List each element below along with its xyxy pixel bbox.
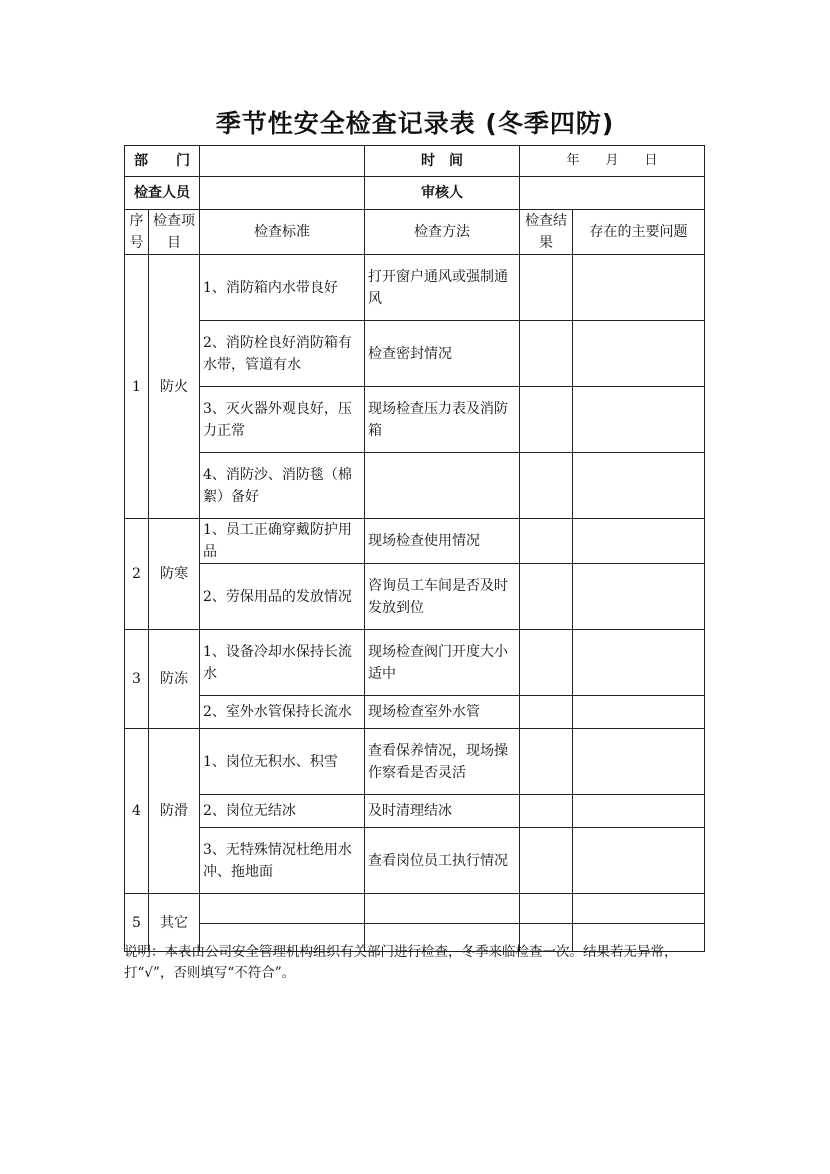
inspector-field[interactable] [200,177,365,210]
section-item: 防滑 [149,729,200,894]
date-field[interactable]: 年 月 日 [520,146,705,177]
method-cell: 咨询员工车间是否及时发放到位 [365,564,520,630]
section-number: 3 [125,630,149,729]
issues-cell[interactable] [573,795,705,828]
issues-cell[interactable] [573,894,705,924]
inspector-label: 检查人员 [125,177,200,210]
standard-cell [200,894,365,924]
reviewer-field[interactable] [520,177,705,210]
result-cell[interactable] [520,255,573,321]
result-cell[interactable] [520,795,573,828]
section-number: 1 [125,255,149,519]
table-row [125,564,705,630]
standard-cell: 2、岗位无结冰 [200,795,365,828]
section-number: 2 [125,519,149,630]
table-row [125,795,705,828]
standard-cell: 1、员工正确穿戴防护用品 [200,519,365,564]
issues-cell[interactable] [573,828,705,894]
method-cell: 检查密封情况 [365,321,520,387]
method-cell: 现场检查阀门开度大小适中 [365,630,520,696]
table-row [125,255,705,321]
inspection-table [124,145,705,952]
issues-cell[interactable] [573,519,705,564]
result-cell[interactable] [520,630,573,696]
footnote: 说明：本表由公司安全管理机构组织有关部门进行检查，冬季来临检查一次。结果若无异常，打“√”，否则填写“不符合”。 [124,944,678,981]
table-row [125,729,705,795]
method-cell: 现场检查压力表及消防箱 [365,387,520,453]
dept-label: 部 门 [125,146,200,177]
standard-cell: 2、消防栓良好消防箱有水带，管道有水 [200,321,365,387]
standard-cell: 4、消防沙、消防毯（棉絮）备好 [200,453,365,519]
issues-cell[interactable] [573,453,705,519]
result-cell[interactable] [520,564,573,630]
table-row [125,696,705,729]
issues-cell[interactable] [573,630,705,696]
issues-cell[interactable] [573,729,705,795]
method-cell: 现场检查使用情况 [365,519,520,564]
result-cell[interactable] [520,696,573,729]
table-row [125,321,705,387]
result-cell[interactable] [520,828,573,894]
method-cell: 及时清理结冰 [365,795,520,828]
time-label: 时 间 [365,146,520,177]
section-item: 防冻 [149,630,200,729]
dept-field[interactable] [200,146,365,177]
col-item: 检查项目 [149,210,200,255]
standard-cell: 2、室外水管保持长流水 [200,696,365,729]
table-row [125,519,705,564]
section-item: 其它 [149,894,200,952]
result-cell[interactable] [520,387,573,453]
result-cell[interactable] [520,321,573,387]
method-cell [365,894,520,924]
table-row [125,453,705,519]
section-number: 5 [125,894,149,952]
col-method: 检查方法 [365,210,520,255]
method-cell: 查看保养情况，现场操作察看是否灵活 [365,729,520,795]
standard-cell: 3、无特殊情况杜绝用水冲、拖地面 [200,828,365,894]
table-row [125,894,705,924]
method-cell: 打开窗户通风或强制通风 [365,255,520,321]
result-cell[interactable] [520,894,573,924]
page-title: 季节性安全检查记录表 (冬季四防) [215,109,615,138]
col-result: 检查结果 [520,210,573,255]
method-cell: 现场检查室外水管 [365,696,520,729]
col-no: 序号 [125,210,149,255]
method-cell [365,453,520,519]
result-cell[interactable] [520,519,573,564]
standard-cell: 1、设备冷却水保持长流水 [200,630,365,696]
col-issues: 存在的主要问题 [573,210,705,255]
result-cell[interactable] [520,729,573,795]
standard-cell: 1、岗位无积水、积雪 [200,729,365,795]
standard-cell: 2、劳保用品的发放情况 [200,564,365,630]
issues-cell[interactable] [573,564,705,630]
standard-cell: 1、消防箱内水带良好 [200,255,365,321]
issues-cell[interactable] [573,321,705,387]
method-cell: 查看岗位员工执行情况 [365,828,520,894]
issues-cell[interactable] [573,387,705,453]
table-row [125,828,705,894]
issues-cell[interactable] [573,696,705,729]
section-item: 防寒 [149,519,200,630]
standard-cell: 3、灭火器外观良好，压力正常 [200,387,365,453]
table-row [125,387,705,453]
col-standard: 检查标准 [200,210,365,255]
table-row [125,630,705,696]
issues-cell[interactable] [573,255,705,321]
section-number: 4 [125,729,149,894]
reviewer-label: 审核人 [365,177,520,210]
section-item: 防火 [149,255,200,519]
result-cell[interactable] [520,453,573,519]
